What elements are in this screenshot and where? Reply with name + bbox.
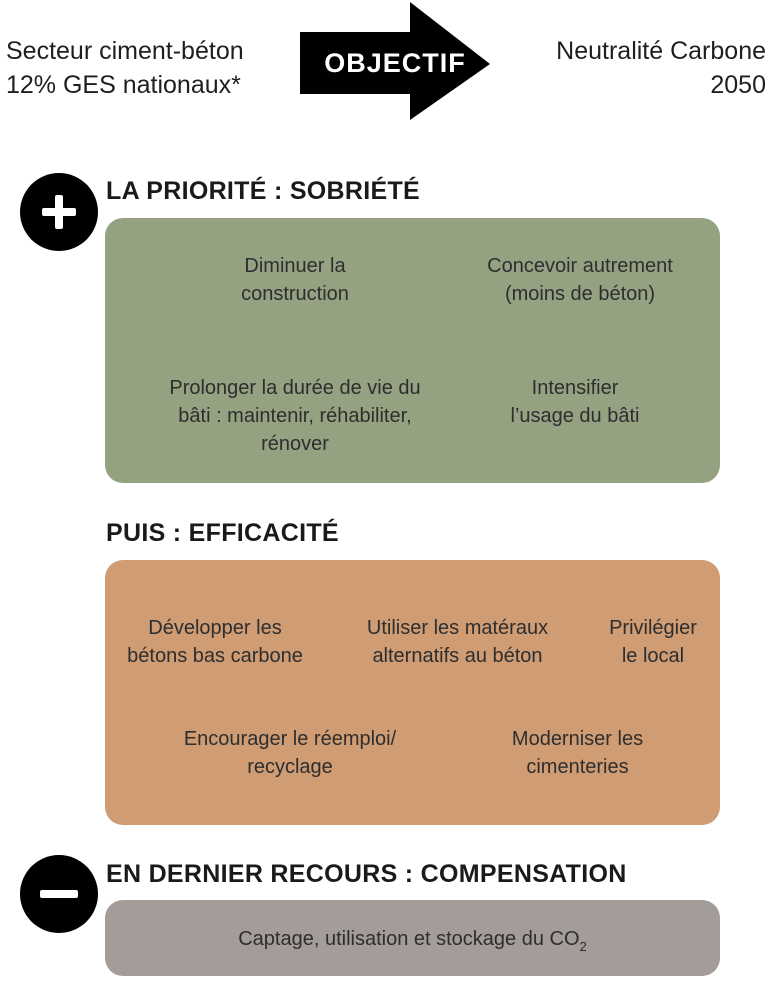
efficacite-item: [475, 725, 680, 781]
arrow-label: OBJECTIF: [324, 48, 466, 78]
minus-icon: [20, 855, 98, 933]
item-line: construction: [241, 283, 349, 305]
item-line: Moderniser les: [511, 728, 644, 750]
item-line: Développer les: [148, 617, 282, 639]
compensation-item: [105, 928, 720, 954]
sector-name: Secteur ciment-béton: [6, 37, 244, 65]
efficacite-title: PUIS : EFFICACITÉ: [106, 519, 339, 547]
item-line: Concevoir autrement: [487, 255, 673, 277]
compensation-title: EN DERNIER RECOURS : COMPENSATION: [106, 860, 627, 888]
sector-label: [6, 34, 244, 102]
item-line: Utiliser les matéraux: [366, 617, 549, 639]
item-line: Intensifier: [531, 377, 619, 399]
efficacite-item: [345, 614, 570, 670]
compensation-text: Captage, utilisation et stockage du CO: [238, 928, 580, 950]
objective-arrow: [300, 2, 492, 120]
goal-year: 2050: [710, 71, 766, 99]
item-line: le local: [621, 645, 685, 667]
sobriete-box: [105, 218, 720, 483]
item-line: Diminuer la: [244, 255, 346, 277]
item-line: recyclage: [247, 756, 333, 778]
item-line: (moins de béton): [504, 283, 656, 305]
sobriete-title: LA PRIORITÉ : SOBRIÉTÉ: [106, 177, 421, 205]
efficacite-item: [593, 614, 713, 670]
efficacite-item: [110, 614, 320, 670]
item-line: Encourager le réemploi/: [183, 728, 397, 750]
item-line: cimenteries: [526, 756, 629, 778]
sobriete-item: [460, 252, 700, 308]
item-line: Prolonger la durée de vie du: [169, 377, 421, 399]
plus-icon: [20, 173, 98, 251]
sobriete-item: [475, 374, 675, 430]
goal-name: Neutralité Carbone: [556, 37, 766, 65]
efficacite-item: [160, 725, 420, 781]
item-line: Privilégier: [609, 617, 697, 639]
efficacite-box: [105, 560, 720, 825]
sector-emissions: 12% GES nationaux*: [6, 71, 241, 99]
compensation-box: [105, 900, 720, 976]
item-line: alternatifs au béton: [372, 645, 543, 667]
sobriete-item: [135, 374, 455, 458]
co2-subscript: 2: [579, 939, 587, 954]
goal-label: [556, 34, 766, 102]
item-line: bétons bas carbone: [127, 645, 303, 667]
item-line: l’usage du bâti: [510, 405, 640, 427]
item-line: bâti : maintenir, réhabiliter,: [178, 405, 412, 427]
sobriete-item: [195, 252, 395, 308]
item-line: rénover: [261, 433, 329, 455]
